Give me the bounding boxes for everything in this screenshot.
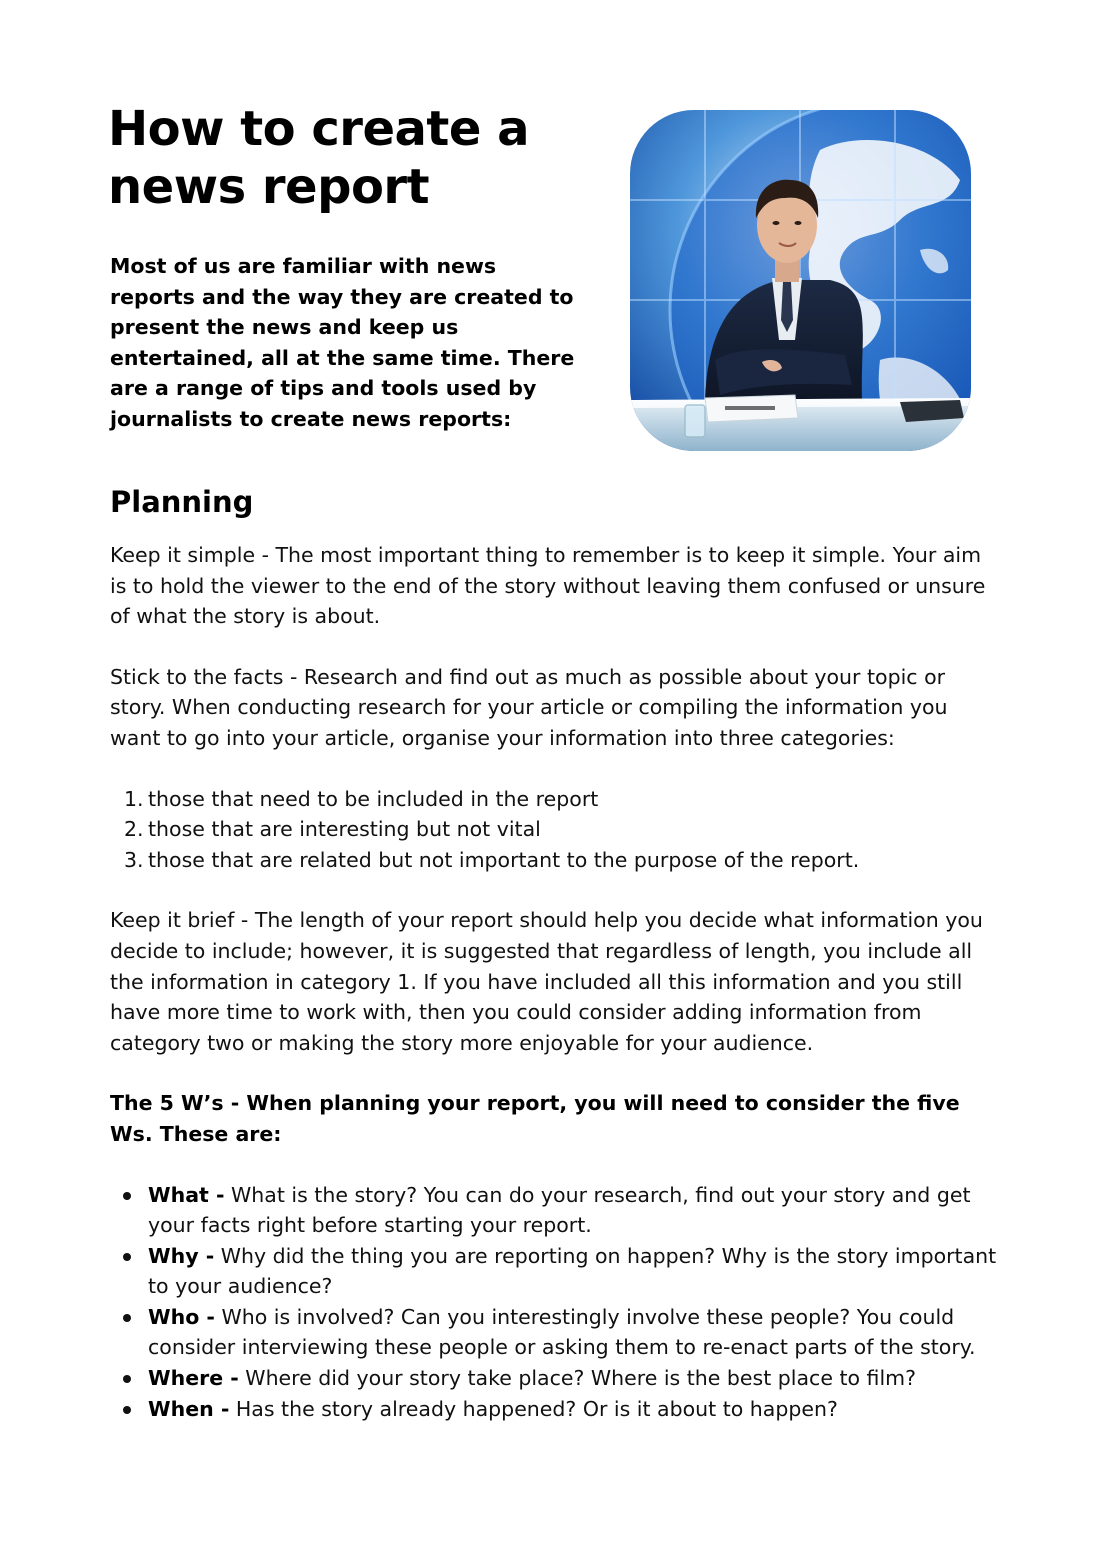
list-item: 3. those that are related but not important to the purpose of the report. [124, 847, 860, 872]
title-line-2: news report [108, 159, 430, 215]
five-ws-intro: The 5 W’s - When planning your report, you will need to consider the five Ws. These are: [110, 1091, 960, 1146]
list-item: Where - Where did your story take place? Where is the best place to film? [110, 1363, 1000, 1394]
keep-it-brief-paragraph: Keep it brief - The length of your report should help you decide what information you decide to include; however, it is suggested that regardless of length, you include all the information in category 1. If you have included all this information and you still have more time to work with, then you could consider adding information from category two or making the story more enjoyable for your audience. [110, 908, 983, 1055]
news-anchor-image [630, 110, 971, 451]
page-title [108, 100, 608, 216]
stick-to-facts-paragraph: Stick to the facts - Research and find out as much as possible about your topic or story. When conducting research for your article or compiling the information you want to go into your article, organise your information into three categories: [110, 664, 948, 750]
intro-paragraph: Most of us are familiar with news reports and the way they are created to present the news and keep us entertained, all at the same time. There are a range of tips and tools used by journalists to create news reports: [110, 254, 575, 431]
bullet-icon [123, 1253, 131, 1261]
list-item: What - What is the story? You can do your research, find out your story and get your facts right before starting your report. [110, 1180, 1000, 1241]
keep-it-simple-paragraph: Keep it simple - The most important thing to remember is to keep it simple. Your aim is to hold the viewer to the end of the story without leaving them confused or unsure of what the story is about. [110, 543, 986, 629]
categories-list [110, 784, 1000, 876]
list-item: 2. those that are interesting but not vital [124, 817, 541, 842]
list-item: When - Has the story already happened? Or is it about to happen? [110, 1394, 1000, 1425]
bullet-icon [123, 1375, 131, 1383]
list-item: Why - Why did the thing you are reporting on happen? Why is the story important to your audience? [110, 1241, 1000, 1302]
bullet-icon [123, 1192, 131, 1200]
list-item: Who - Who is involved? Can you interestingly involve these people? You could consider interviewing these people or asking them to re-enact parts of the story. [110, 1302, 1000, 1363]
bullet-icon [123, 1314, 131, 1322]
five-ws-list [110, 1180, 1000, 1425]
title-line-1: How to create a [108, 101, 530, 157]
bullet-icon [123, 1406, 131, 1414]
list-item: 1. those that need to be included in the report [124, 786, 599, 811]
main-content [110, 482, 1000, 1424]
section-heading-planning: Planning [110, 485, 254, 519]
